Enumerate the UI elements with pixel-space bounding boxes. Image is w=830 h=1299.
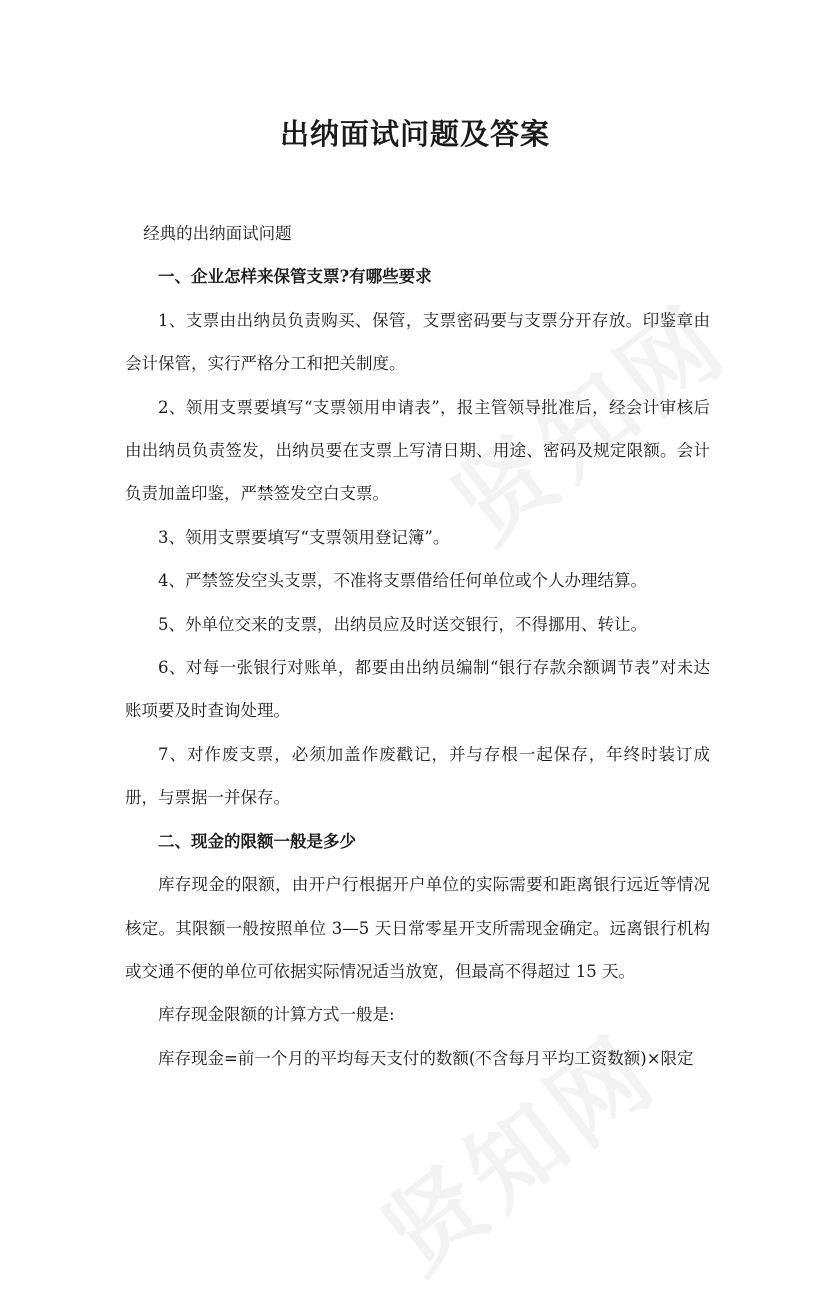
paragraph: 库存现金的限额，由开户行根据开户单位的实际需要和距离银行远近等情况核定。其限额一般按照单位 3—5 天日常零星开支所需现金确定。远离银行机构或交通不便的单位可依据实际情况适当放宽，但最高不得超过 15 天。 (125, 875, 710, 981)
section-heading-1: 一、企业怎样来保管支票?有哪些要求 (158, 267, 432, 287)
paragraph: 4、严禁签发空头支票，不准将支票借给任何单位或个人办理结算。 (158, 571, 647, 591)
paragraph: 3、领用支票要填写“支票领用登记簿”。 (158, 527, 450, 547)
intro-line: 经典的出纳面试问题 (143, 224, 292, 243)
paragraph: 库存现金限额的计算方式一般是: (158, 1005, 395, 1025)
paragraph: 6、对每一张银行对账单，都要由出纳员编制“银行存款余额调节表”对未达账项要及时查询处理。 (125, 658, 710, 721)
paragraph: 7、对作废支票，必须加盖作废戳记，并与存根一起保存，年终时装订成册，与票据一并保存。 (125, 744, 710, 808)
paragraph: 1、支票由出纳员负责购买、保管，支票密码要与支票分开存放。印鉴章由会计保管，实行严格分工和把关制度。 (125, 310, 710, 374)
document-title: 出纳面试问题及答案 (279, 117, 550, 151)
paragraph: 5、外单位交来的支票，出纳员应及时送交银行，不得挪用、转让。 (158, 614, 647, 634)
paragraph: 库存现金=前一个月的平均每天支付的数额(不含每月平均工资数额)×限定 (158, 1048, 694, 1068)
paragraph: 2、领用支票要填写“支票领用申请表”，报主管领导批准后，经会计审核后由出纳员负责签发，出纳员要在支票上写清日期、用途、密码及规定限额。会计负责加盖印鉴，严禁签发空白支票。 (125, 397, 710, 504)
section-heading-2: 二、现金的限额一般是多少 (158, 831, 356, 851)
document-body (125, 212, 710, 1080)
